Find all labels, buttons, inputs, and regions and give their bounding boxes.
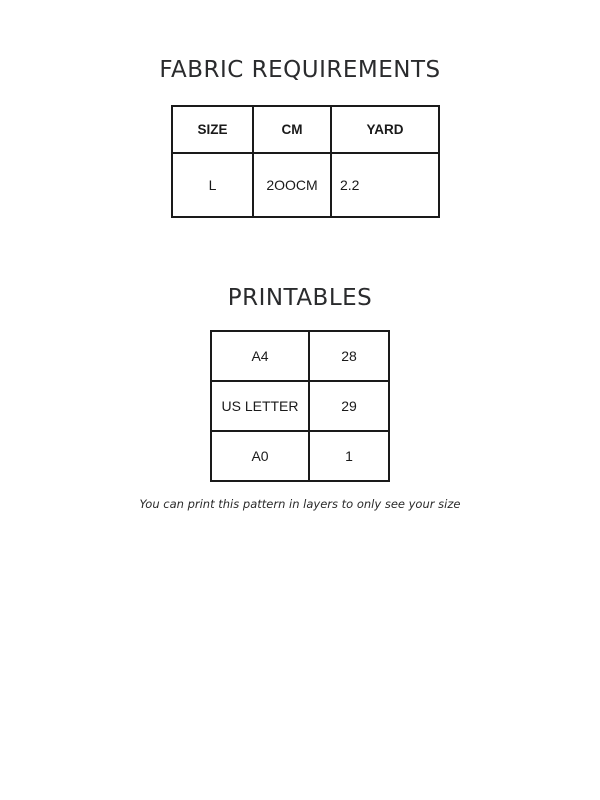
header-yard: YARD: [331, 106, 439, 153]
table-row: [211, 381, 389, 431]
table-row: [211, 431, 389, 481]
table-header-row: [172, 106, 439, 153]
cell-format: US LETTER: [211, 381, 309, 431]
printables-title: PRINTABLES: [227, 285, 373, 311]
printing-note: You can print this pattern in layers to only see your size: [139, 497, 461, 511]
fabric-requirements-title: FABRIC REQUIREMENTS: [159, 57, 441, 83]
cell-yard: 2.2: [331, 153, 439, 217]
header-size: SIZE: [172, 106, 253, 153]
table-row: [172, 153, 439, 217]
cell-size: L: [172, 153, 253, 217]
header-cm: CM: [253, 106, 331, 153]
cell-pages: 1: [309, 431, 389, 481]
table-row: [211, 331, 389, 381]
cell-pages: 29: [309, 381, 389, 431]
cell-format: A4: [211, 331, 309, 381]
cell-pages: 28: [309, 331, 389, 381]
fabric-requirements-table: [171, 105, 440, 218]
cell-format: A0: [211, 431, 309, 481]
cell-cm: 2OOCM: [253, 153, 331, 217]
printables-table: [210, 330, 390, 482]
